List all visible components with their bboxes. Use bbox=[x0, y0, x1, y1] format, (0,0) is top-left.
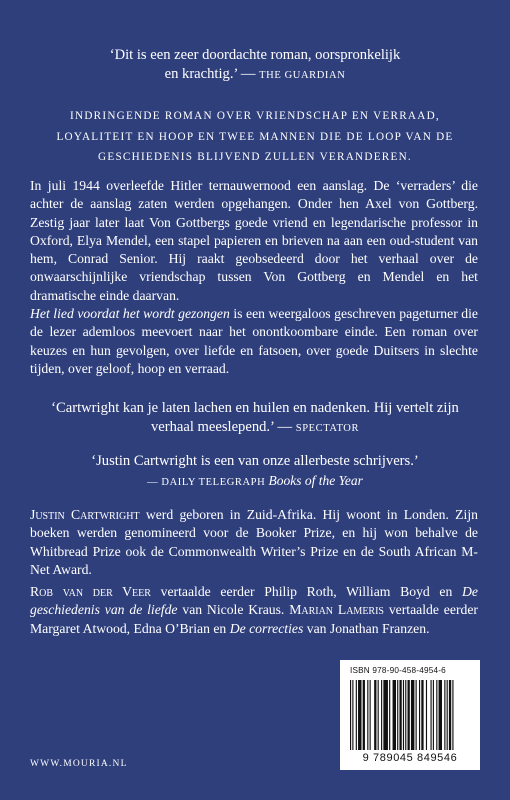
author-name: Justin Cartwright bbox=[30, 507, 140, 522]
spectator-quote-text: verhaal meeslepend.’ — bbox=[150, 419, 293, 435]
translators-text-2: van Nicole Kraus. bbox=[177, 602, 290, 618]
author-bio-text: werd geboren in Zuid-Afrika. Hij woont in Londen. Zijn boeken werden genomineerd voor de Booker Prize, en hij won behalve de Whitbread Prize ook de Commonwealth Writer’s Prize en de South African M-Net Award. bbox=[30, 507, 478, 577]
translators-note bbox=[30, 583, 478, 638]
tagline-line2: LOYALITEIT EN HOOP EN TWEE MANNEN DIE DE LOOP VAN DE bbox=[56, 130, 454, 143]
telegraph-source-title: Books of the Year bbox=[268, 473, 363, 488]
author-bio bbox=[30, 506, 478, 579]
guardian-quote-text: en krachtig.’ — bbox=[164, 66, 256, 82]
guardian-quote-line1: ‘Dit is een zeer doordachte roman, oorspronkelijk bbox=[109, 47, 401, 63]
barcode-bars bbox=[348, 680, 472, 752]
translator-name-2: Marian Lameris bbox=[289, 602, 384, 618]
telegraph-quote-line1: ‘Justin Cartwright is een van onze allerbeste schrijvers.’ bbox=[91, 453, 419, 469]
spectator-quote bbox=[0, 399, 510, 438]
barcode-number: 9 789045 849546 bbox=[362, 752, 458, 764]
tagline-line3: GESCHIEDENIS BLIJVEND ZULLEN VERANDEREN. bbox=[98, 151, 412, 163]
spectator-quote-line1: ‘Cartwright kan je laten lachen en huilen en nadenken. Hij vertelt zijn bbox=[51, 400, 459, 416]
telegraph-source bbox=[0, 471, 510, 492]
translated-book-2: De correcties bbox=[229, 620, 304, 636]
pitch-paragraph bbox=[30, 305, 478, 378]
translated-book-1: De geschiedenis van de liefde bbox=[30, 584, 478, 618]
guardian-quote bbox=[0, 46, 510, 85]
translators-text-4: van Jonathan Franzen. bbox=[303, 620, 430, 636]
publisher-website: WWW.MOURIA.NL bbox=[30, 759, 128, 769]
spectator-quote-line2 bbox=[0, 418, 510, 438]
book-title: Het lied voordat het wordt gezongen bbox=[30, 306, 230, 321]
telegraph-quote bbox=[0, 452, 510, 492]
barcode-panel bbox=[340, 660, 480, 770]
pitch-text: is een weergaloos geschreven pageturner die de lezer ademloos meevoert naar het onontkoombare einde. Een roman over keuzes en hun gevolgen, over liefde en fatsoen, over goede Duitsers in slechte tijden, over geloof, hoop en verraad. bbox=[30, 306, 478, 376]
summary-paragraph: In juli 1944 overleefde Hitler ternauwernood een aanslag. De ‘verraders’ die achter de aanslag zaten werden opgehangen. Onder hen Axel von Gottberg. Zestig jaar later laat Von Gottbergs goede vriend en legendarische professor in Oxford, Elya Mendel, een stapel papieren en brieven na aan een oud-student van hem, Conrad Senior. Hij raakt geobsedeerd door het verhaal over de onwaarschijnlijke vriendschap tussen Von Gottberg en Mendel en het dramatische einde daarvan. bbox=[30, 178, 478, 303]
guardian-quote-line2 bbox=[0, 65, 510, 85]
translators-text-3: vertaalde eerder Margaret Atwood, Edna O’Brian en bbox=[30, 602, 478, 636]
tagline-line1: INDRINGENDE ROMAN OVER VRIENDSCHAP EN VERRAAD, bbox=[70, 110, 440, 122]
tagline bbox=[38, 106, 472, 168]
spectator-source: SPECTATOR bbox=[295, 423, 360, 434]
translators-text-1: vertaalde eerder Philip Roth, William Boyd en bbox=[150, 584, 463, 599]
telegraph-source-prefix: — DAILY TELEGRAPH bbox=[147, 477, 266, 488]
translator-name-1: Rob van der Veer bbox=[30, 584, 151, 599]
isbn-label: ISBN 978-90-458-4954-6 bbox=[350, 666, 446, 675]
guardian-source: THE GUARDIAN bbox=[259, 70, 346, 81]
